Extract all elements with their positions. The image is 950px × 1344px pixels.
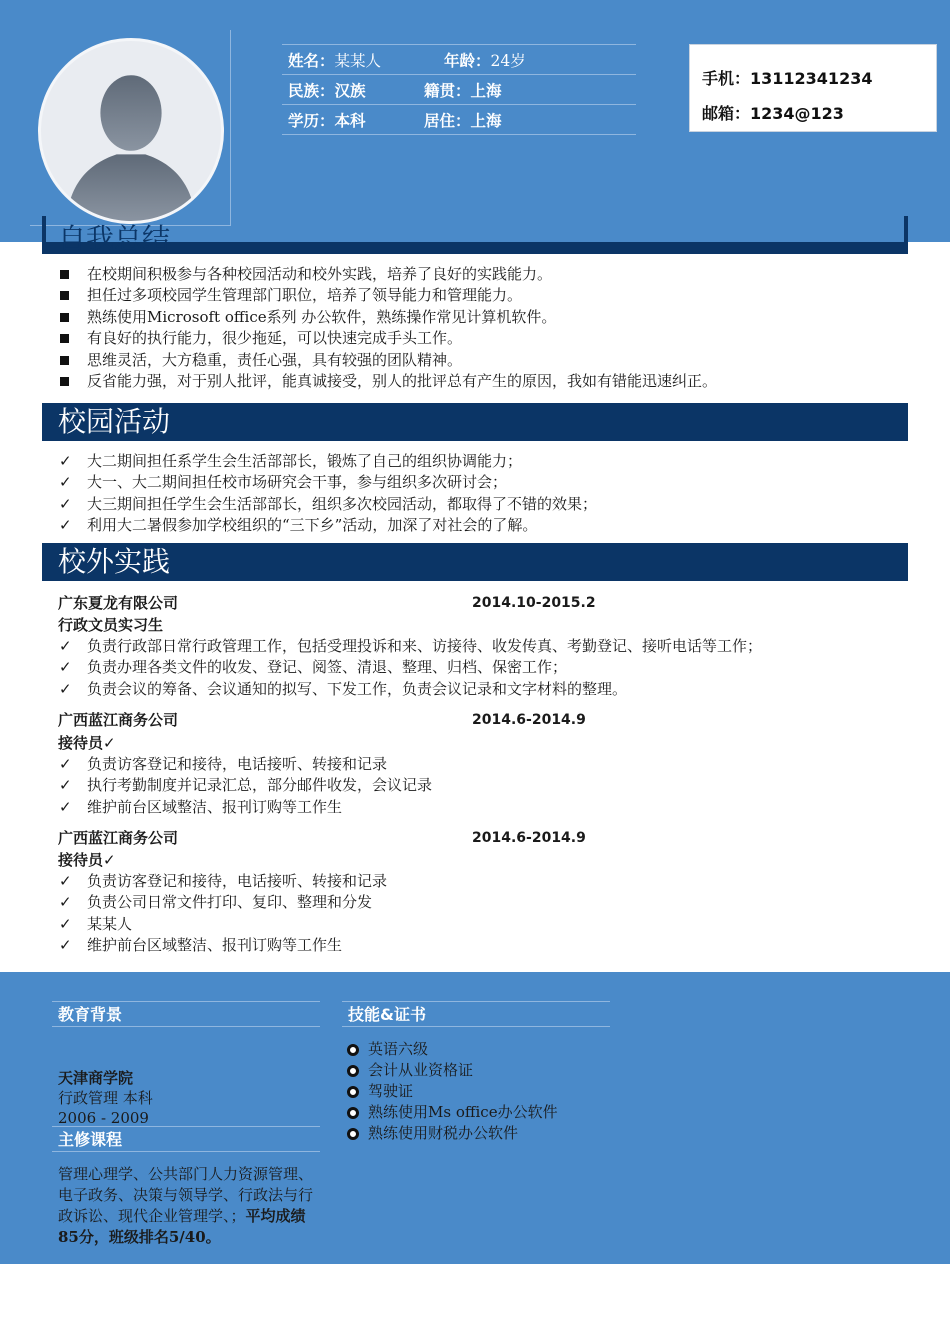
list-item: ✓ 维护前台区域整洁、报刊订购等工作生 [56,797,432,818]
skill-label: 英语六级 [368,1040,429,1058]
job-role-3: 接待员✓ [58,851,116,869]
list-item: ✓ 维护前台区域整洁、报刊订购等工作生 [56,935,387,956]
courses-list: 管理心理学、公共部门人力资源管理、电子政务、决策与领导学、行政法与行政诉讼、现代企业管理学、； [58,1165,314,1225]
education-heading: 教育背景 [52,1001,320,1027]
education-value: 本科 [334,111,366,130]
list-item: 反省能力强，对于别人批评，能真诚接受，别人的批评总有产生的原因，我如有错能迅速纠正。 [56,371,717,392]
skills-heading: 技能&证书 [342,1001,610,1027]
info-row [282,44,636,74]
name-value: 某某人 [334,51,382,70]
ethnicity-field [282,79,418,101]
section-title-summary: 自我总结 [58,222,171,255]
circle-bullet-icon [347,1086,359,1098]
info-row [282,104,636,135]
ethnicity-value: 汉族 [334,81,366,100]
job-role-2: 接待员✓ [58,734,116,752]
native-value: 上海 [470,81,502,100]
list-item: 担任过多项校园学生管理部门职位，培养了领导能力和管理能力。 [56,285,717,306]
list-item [347,1123,558,1144]
company-name: 广西蓝江商务公司 [58,829,179,847]
school-name: 天津商学院 [58,1069,134,1087]
name-label: 姓名： [288,51,335,70]
age-field [418,49,526,71]
list-item: ✓ 负责会议的筹备、会议通知的拟写、下发工作，负责会议记录和文字材料的整理。 [56,679,762,700]
residence-label: 居住： [424,111,471,130]
skill-label: 会计从业资格证 [368,1061,474,1079]
education-label: 学历： [288,111,335,130]
avatar [38,38,224,224]
residence-value: 上海 [470,111,502,130]
list-item: ✓ 负责公司日常文件打印、复印、整理和分发 [56,892,387,913]
job-date: 2014.6-2014.9 [472,712,586,728]
job-date: 2014.10-2015.2 [472,595,596,611]
job-duties-1 [56,636,762,700]
list-item: 思维灵活，大方稳重，责任心强，具有较强的团队精神。 [56,350,717,371]
campus-list [56,451,597,537]
section-title-campus: 校园活动 [58,405,171,438]
job-company-1 [58,592,818,614]
job-duties-2 [56,754,432,818]
job-role-1: 行政文员实习生 [58,616,164,634]
job-date: 2014.6-2014.9 [472,830,586,846]
skill-label: 熟练使用财税办公软件 [368,1124,519,1142]
circle-bullet-icon [347,1107,359,1119]
native-field [418,79,502,101]
age-label: 年龄： [444,51,491,70]
list-item [347,1039,558,1060]
basic-info [282,44,636,135]
company-name: 广东夏龙有限公司 [58,594,179,612]
phone: 手机：13112341234 [702,69,873,88]
list-item: ✓ 负责办理各类文件的收发、登记、阅签、清退、整理、归档、保密工作； [56,657,762,678]
list-item: ✓ 大一、大二期间担任校市场研究会干事，参与组织多次研讨会； [56,472,597,493]
native-label: 籍贯： [424,81,471,100]
summary-list [56,264,717,392]
list-item: 有良好的执行能力，很少拖延，可以快速完成手头工作。 [56,328,717,349]
circle-bullet-icon [347,1065,359,1077]
skills-list [347,1039,558,1144]
list-item: ✓ 负责行政部日常行政管理工作，包括受理投诉和来、访接待、收发传真、考勤登记、接听电话等工作； [56,636,762,657]
list-item [347,1081,558,1102]
list-item: ✓ 利用大二暑假参加学校组织的“三下乡”活动，加深了对社会的了解。 [56,515,597,536]
list-item: 熟练使用Microsoft office系列 办公软件，熟练操作常见计算机软件。 [56,307,717,328]
courses-text [58,1164,324,1248]
email: 邮箱：1234@123 [702,104,844,123]
list-item: ✓ 大三期间担任学生会生活部部长，组织多次校园活动，都取得了不错的效果； [56,494,597,515]
circle-bullet-icon [347,1044,359,1056]
person-silhouette-icon [41,41,221,221]
major: 行政管理 本科 [58,1089,153,1107]
contact-box [689,44,937,132]
job-duties-3 [56,871,387,957]
education-field [282,109,418,131]
section-bar-campus [42,403,908,441]
section-bar-summary [42,242,908,254]
list-item [347,1102,558,1123]
courses-heading: 主修课程 [52,1126,320,1152]
circle-bullet-icon [347,1128,359,1140]
info-row [282,74,636,104]
list-item: ✓ 某某人 [56,914,387,935]
age-value: 24岁 [490,51,526,70]
list-item: 在校期间积极参与各种校园活动和校外实践，培养了良好的实践能力。 [56,264,717,285]
skill-label: 熟练使用Ms office办公软件 [368,1103,558,1121]
ethnicity-label: 民族： [288,81,335,100]
study-years: 2006 - 2009 [58,1109,149,1127]
list-item: ✓ 负责访客登记和接待，电话接听、转接和记录 [56,754,432,775]
skill-label: 驾驶证 [368,1082,414,1100]
grade-highlight: 平均成绩85分，班级排名5/40。 [58,1207,306,1246]
residence-field [418,109,502,131]
job-company-2 [58,709,818,731]
list-item: ✓ 执行考勤制度并记录汇总，部分邮件收发，会议记录 [56,775,432,796]
job-company-3 [58,827,818,849]
list-item [347,1060,558,1081]
company-name: 广西蓝江商务公司 [58,711,179,729]
list-item: ✓ 负责访客登记和接待，电话接听、转接和记录 [56,871,387,892]
section-bar-practice [42,543,908,581]
education-info [58,1068,153,1128]
list-item: ✓ 大二期间担任系学生会生活部部长，锻炼了自己的组织协调能力； [56,451,597,472]
name-field [282,49,418,71]
section-title-practice: 校外实践 [58,545,171,578]
